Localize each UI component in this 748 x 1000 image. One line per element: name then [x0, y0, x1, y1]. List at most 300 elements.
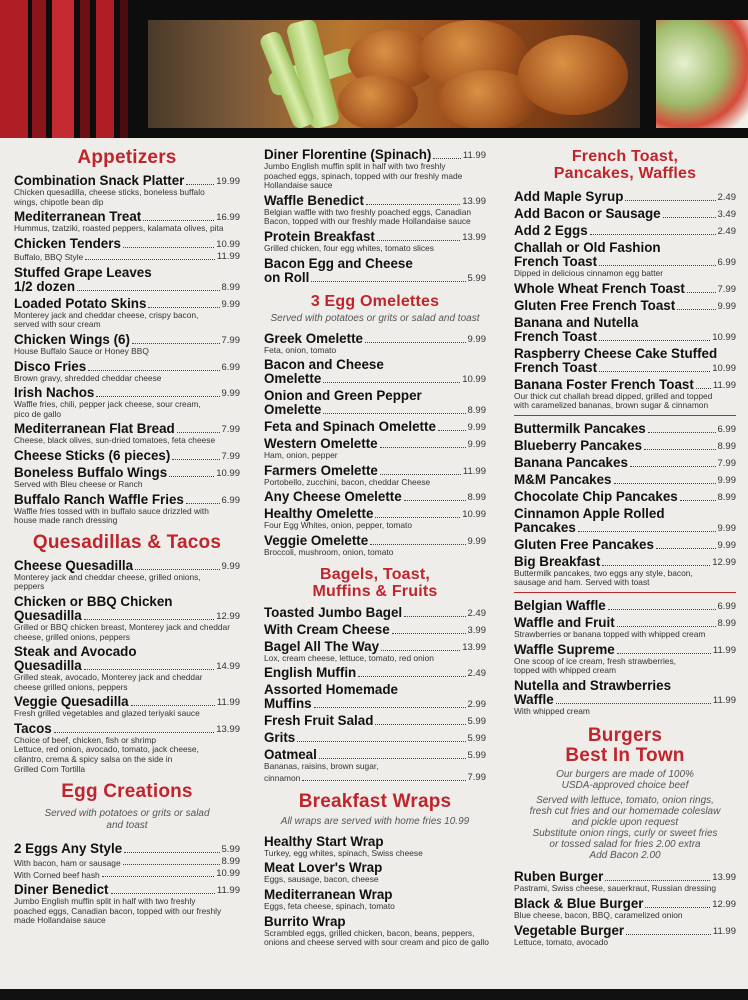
menu-item — [514, 679, 736, 717]
item-price: 8.99 — [221, 281, 240, 293]
item-row — [514, 422, 736, 436]
menu-item — [514, 599, 736, 613]
menu-item — [14, 210, 240, 234]
section-subtitle: Served with potatoes or grits or salad and toast — [270, 312, 480, 324]
item-price: 6.99 — [717, 257, 736, 268]
leader-dots — [648, 432, 716, 433]
item-row — [264, 915, 486, 929]
item-description: Buffalo, BBQ Style — [14, 252, 84, 263]
item-price: 9.99 — [717, 522, 736, 534]
item-description: Ham, onion, pepper — [264, 450, 338, 461]
menu-item — [514, 490, 736, 504]
item-price: 8.99 — [467, 405, 486, 417]
item-description: Jumbo English muffin split in half with two freshly — [264, 161, 446, 171]
leader-dots — [645, 907, 710, 908]
item-row — [14, 466, 240, 480]
burger-note: Add Bacon 2.00 — [589, 850, 661, 862]
section-divider — [514, 415, 736, 416]
item-row — [14, 333, 240, 347]
item-name: 1/2 dozen — [14, 278, 76, 294]
item-price: 12.99 — [216, 610, 240, 622]
menu-item — [14, 237, 240, 263]
item-description: With bacon, ham or sausage — [14, 857, 121, 868]
item-description: Strawberries or banana topped with whipped cream — [514, 628, 706, 639]
item-name: Mediterranean Wrap — [264, 886, 393, 902]
section-title-quesadillas: Quesadillas & Tacos — [32, 531, 222, 553]
item-price: 9.99 — [717, 539, 736, 551]
leader-dots — [172, 459, 219, 460]
section-title-egg-creations: Egg Creations — [61, 781, 193, 803]
item-name: Belgian Waffle — [514, 597, 606, 613]
leader-dots — [380, 474, 461, 475]
leader-dots — [85, 259, 215, 260]
item-name: Quesadilla — [14, 658, 82, 674]
menu-item — [14, 360, 240, 384]
item-name: Buffalo Ranch Waffle Fries — [14, 491, 184, 507]
item-price: 7.99 — [717, 283, 736, 295]
item-price: 13.99 — [462, 195, 486, 207]
item-name: Add Bacon or Sausage — [514, 206, 661, 221]
leader-dots — [687, 292, 716, 293]
item-row — [514, 330, 736, 344]
menu-column-right — [514, 138, 736, 950]
item-price: 2.49 — [467, 668, 486, 680]
item-price: 2.49 — [717, 226, 736, 237]
burger-note: or tossed salad for fries 2.00 extra — [549, 839, 701, 851]
item-description: Lettuce, red onion, avocado, tomato, jack cheese, — [14, 744, 199, 755]
item-name: Meat Lover's Wrap — [264, 860, 383, 876]
menu-item — [14, 883, 240, 926]
menu-item — [264, 257, 486, 285]
item-row — [514, 361, 736, 375]
item-name: French Toast — [514, 328, 598, 344]
item-row — [514, 538, 736, 552]
leader-dots — [608, 609, 716, 610]
menu-item — [264, 490, 486, 504]
item-price: 11.99 — [712, 644, 736, 656]
item-name: Irish Nachos — [14, 385, 95, 401]
leader-dots — [77, 290, 219, 291]
menu-item — [264, 835, 486, 859]
item-name: Healthy Start Wrap — [264, 833, 384, 849]
item-row — [264, 861, 486, 875]
item-name: Pancakes — [514, 519, 576, 535]
item-row — [514, 439, 736, 453]
menu-item — [514, 207, 736, 221]
item-row — [14, 659, 240, 673]
item-name: Boneless Buffalo Wings — [14, 464, 168, 480]
item-row — [264, 640, 486, 654]
item-price: 14.99 — [216, 661, 240, 673]
item-description: poached eggs, spinach, topped with our freshly made — [264, 170, 463, 181]
item-name: Diner Florentine (Spinach) — [264, 147, 432, 162]
item-row — [14, 842, 240, 856]
item-row — [264, 714, 486, 728]
item-name: Oatmeal — [264, 747, 317, 763]
item-row — [514, 897, 736, 911]
menu-item — [514, 316, 736, 344]
section-divider — [514, 592, 736, 593]
leader-dots — [366, 204, 460, 205]
menu-item — [14, 695, 240, 719]
item-name: Omelette — [264, 371, 322, 387]
leader-dots — [102, 876, 215, 877]
leader-dots — [111, 893, 215, 894]
item-row — [514, 456, 736, 470]
item-price: 5.99 — [467, 733, 486, 745]
item-description: Grilled steak, avocado, Monterey jack and cheddar — [14, 672, 203, 683]
item-row — [264, 666, 486, 680]
item-name: Chicken Wings (6) — [14, 331, 130, 347]
item-row — [514, 224, 736, 238]
item-description: cheese grilled onions, peppers — [14, 681, 128, 692]
menu-item — [514, 924, 736, 948]
burger-note: USDA-approved choice beef — [561, 780, 689, 792]
menu-item — [264, 389, 486, 417]
item-description: Feta, onion, tomato — [264, 344, 337, 355]
item-name: Feta and Spinach Omelette — [264, 419, 436, 435]
item-name: Mediterranean Treat — [14, 209, 142, 225]
item-description: Dipped in delicious cinnamon egg batter — [514, 268, 663, 278]
leader-dots — [84, 669, 214, 670]
item-row — [514, 473, 736, 487]
item-row — [514, 643, 736, 657]
item-name: Banana Foster French Toast — [514, 376, 694, 392]
menu-item — [514, 507, 736, 535]
item-row — [14, 297, 240, 311]
item-name: Waffle Supreme — [514, 641, 615, 657]
item-name: Greek Omelette — [264, 330, 363, 346]
leader-dots — [177, 432, 220, 433]
item-price: 11.99 — [216, 697, 240, 709]
item-name: Onion and Green Pepper — [264, 388, 422, 404]
item-row — [264, 697, 486, 711]
leader-dots — [392, 633, 466, 634]
item-description: Hummus, tzatziki, roasted peppers, kalamata olives, pita — [14, 223, 224, 234]
leader-dots — [677, 309, 715, 310]
menu-item — [264, 437, 486, 461]
item-name: Burrito Wrap — [264, 913, 346, 929]
menu-item — [264, 230, 486, 254]
leader-dots — [696, 388, 711, 389]
item-price: 8.99 — [717, 617, 736, 629]
leader-dots — [132, 343, 220, 344]
item-description: Broccoli, mushroom, onion, tomato — [264, 546, 394, 557]
item-row — [514, 555, 736, 569]
item-name: Disco Fries — [14, 358, 87, 374]
item-price: 10.99 — [462, 509, 486, 521]
item-description: House Buffalo Sauce or Honey BBQ — [14, 345, 149, 356]
item-description: Cheese, black olives, sun-dried tomatoes, feta cheese — [14, 435, 216, 446]
section-subtitle: All wraps are served with home fries 10.99 — [280, 815, 470, 827]
item-row — [14, 210, 240, 224]
menu-item — [264, 623, 486, 637]
item-name: Toasted Jumbo Bagel — [264, 604, 403, 620]
item-price: 13.99 — [462, 231, 486, 243]
item-description: onions and cheese served with sour cream and pico de gallo — [264, 937, 489, 948]
item-price: 10.99 — [216, 868, 240, 880]
item-row — [14, 493, 240, 507]
item-row — [514, 521, 736, 535]
item-name: Grits — [264, 730, 296, 746]
item-price: 9.99 — [467, 333, 486, 345]
leader-dots — [297, 741, 465, 742]
item-row — [14, 386, 240, 400]
item-name: Buttermilk Pancakes — [514, 420, 646, 436]
item-description: peppers — [14, 581, 45, 592]
item-description: served with sour cream — [14, 319, 101, 330]
menu-item — [264, 194, 486, 227]
item-description: Monterey jack and cheddar cheese, grilled onions, — [14, 571, 201, 582]
item-price: 7.99 — [221, 334, 240, 346]
menu-item — [264, 358, 486, 386]
leader-dots — [124, 852, 219, 853]
item-price: 2.99 — [467, 699, 486, 711]
item-desc-row — [264, 772, 486, 784]
item-description: Portobello, zucchini, bacon, cheddar Cheese — [264, 476, 431, 487]
item-price: 13.99 — [712, 872, 736, 884]
item-description: cinnamon — [264, 773, 301, 784]
item-name: Raspberry Cheese Cake Stuffed — [514, 345, 718, 361]
item-description: Grilled or BBQ chicken breast, Monterey jack and cheddar — [14, 621, 230, 632]
leader-dots — [605, 880, 710, 881]
menu-item — [514, 538, 736, 552]
item-price: 8.99 — [221, 856, 240, 868]
item-name: Western Omelette — [264, 436, 378, 452]
item-price: 7.99 — [221, 424, 240, 436]
item-description: Four Egg Whites, onion, pepper, tomato — [264, 520, 413, 531]
item-name: Black & Blue Burger — [514, 895, 644, 911]
leader-dots — [96, 396, 219, 397]
item-name: Protein Breakfast — [264, 228, 375, 244]
item-description: Belgian waffle with two freshly poached eggs, Canadian — [264, 206, 472, 217]
menu-item — [514, 473, 736, 487]
menu-item — [14, 266, 240, 294]
item-row — [14, 237, 240, 251]
item-price: 11.99 — [712, 379, 736, 391]
item-price: 11.99 — [462, 465, 486, 477]
menu-item — [14, 842, 240, 880]
leader-dots — [433, 158, 461, 159]
item-price: 10.99 — [712, 331, 736, 343]
section-title-french-toast-line: French Toast, — [571, 148, 679, 165]
leader-dots — [186, 184, 214, 185]
menu-column-middle — [264, 138, 489, 951]
item-name: Quesadilla — [14, 607, 82, 623]
item-name: Omelette — [264, 402, 322, 418]
section-title-bagels — [264, 566, 486, 600]
item-row — [264, 888, 486, 902]
item-price: 5.99 — [467, 716, 486, 728]
chicken-wings-photo — [148, 20, 640, 128]
menu-item — [514, 299, 736, 313]
item-price: 9.99 — [221, 298, 240, 310]
menu-item — [264, 332, 486, 356]
item-description: Lettuce, tomato, avocado — [514, 936, 609, 947]
section-title-omelettes: 3 Egg Omelettes — [310, 292, 440, 310]
item-row — [14, 280, 240, 294]
menu-item — [14, 645, 240, 692]
item-description: made Hollandaise sauce — [14, 915, 106, 926]
item-description: Grilled Corn Tortilla — [14, 763, 86, 774]
item-description: Chicken quesadilla, cheese sticks, boneless buffalo — [14, 187, 205, 197]
item-description: cheese, grilled onions, peppers — [14, 631, 130, 642]
leader-dots — [54, 732, 215, 733]
item-price: 19.99 — [216, 176, 240, 187]
leader-dots — [617, 626, 716, 627]
leader-dots — [323, 413, 465, 414]
item-price: 9.99 — [467, 535, 486, 547]
section-subtitle: and toast — [106, 820, 148, 832]
item-price: 8.99 — [717, 491, 736, 503]
leader-dots — [663, 217, 716, 218]
item-name: Cinnamon Apple Rolled — [514, 505, 665, 521]
item-price: 9.99 — [467, 422, 486, 434]
item-name: Ruben Burger — [514, 869, 604, 885]
leader-dots — [311, 281, 465, 282]
menu-column-left — [14, 138, 240, 929]
item-name: Big Breakfast — [514, 553, 601, 569]
item-row — [514, 207, 736, 221]
leader-dots — [84, 619, 214, 620]
item-price: 12.99 — [712, 556, 736, 568]
item-price: 3.49 — [717, 209, 736, 220]
item-name: With Cream Cheese — [264, 621, 390, 637]
item-price: 6.99 — [717, 600, 736, 612]
burger-note: fresh cut fries and our homemade coleslaw — [529, 806, 721, 818]
item-row — [264, 372, 486, 386]
leader-dots — [323, 382, 460, 383]
menu-item — [264, 606, 486, 620]
item-name: Bacon Egg and Cheese — [264, 255, 413, 271]
burger-note: and pickle upon request — [571, 817, 679, 829]
leader-dots — [88, 370, 219, 371]
item-description: Eggs, sausage, bacon, cheese — [264, 874, 379, 885]
menu-item — [514, 224, 736, 238]
menu-item — [14, 559, 240, 592]
leader-dots — [302, 780, 465, 781]
item-price: 8.99 — [717, 440, 736, 452]
menu-item — [264, 913, 489, 948]
item-name: Bagel All The Way — [264, 638, 380, 654]
section-title-french-toast-line: Pancakes, Waffles — [553, 165, 697, 182]
item-description: Scrambled eggs, grilled chicken, bacon, beans, peppers, — [264, 927, 475, 938]
item-price: 11.99 — [216, 250, 240, 262]
section-title-french-toast — [514, 148, 736, 182]
item-price: 11.99 — [216, 885, 240, 897]
item-name: Combination Snack Platter — [14, 173, 185, 188]
menu-item — [14, 466, 240, 490]
menu-item — [514, 422, 736, 436]
item-price: 6.99 — [221, 494, 240, 506]
item-name: Diner Benedict — [14, 882, 109, 898]
leader-dots — [625, 200, 715, 201]
leader-dots — [131, 705, 215, 706]
menu-item — [514, 897, 736, 921]
item-row — [264, 420, 486, 434]
item-name: Gluten Free French Toast — [514, 297, 676, 313]
item-name: on Roll — [264, 269, 310, 285]
item-price: 8.99 — [467, 492, 486, 504]
item-name: Waffle Benedict — [264, 192, 364, 208]
item-description: Choice of beef, chicken, fish or shrimp — [14, 734, 156, 745]
item-description: house made ranch dressing — [14, 515, 118, 526]
item-row — [14, 609, 240, 623]
leader-dots — [617, 653, 711, 654]
leader-dots — [143, 220, 214, 221]
item-price: 5.99 — [467, 272, 486, 284]
item-row — [264, 623, 486, 637]
leader-dots — [680, 500, 716, 501]
item-name: Steak and Avocado — [14, 644, 137, 660]
item-description: With whipped cream — [514, 705, 590, 716]
menu-item — [264, 683, 486, 711]
item-description: Bananas, raisins, brown sugar, — [264, 761, 379, 772]
item-name: Whole Wheat French Toast — [514, 280, 685, 296]
item-name: Nutella and Strawberries — [514, 677, 672, 693]
item-name: 2 Eggs Any Style — [14, 841, 123, 857]
item-name: Cheese Quesadilla — [14, 557, 134, 573]
item-name: Veggie Quesadilla — [14, 694, 129, 710]
menu-item — [14, 493, 240, 526]
leader-dots — [319, 758, 466, 759]
item-name: French Toast — [514, 359, 598, 375]
menu-item — [264, 861, 486, 885]
leader-dots — [590, 234, 716, 235]
leader-dots — [656, 548, 716, 549]
menu-item — [14, 297, 240, 330]
item-row — [264, 731, 486, 745]
menu-item — [264, 464, 486, 488]
menu-item — [14, 333, 240, 357]
menu-item — [264, 148, 486, 191]
item-name: Gluten Free Pancakes — [514, 536, 654, 552]
menu-item — [264, 420, 486, 434]
item-row — [14, 883, 240, 897]
menu-item — [14, 595, 240, 642]
item-description: Turkey, egg whites, spinach, Swiss cheese — [264, 847, 423, 858]
item-price: 7.99 — [467, 771, 486, 783]
menu-item — [514, 870, 736, 894]
item-name: Stuffed Grape Leaves — [14, 264, 152, 280]
leader-dots — [599, 371, 710, 372]
leader-dots — [630, 466, 716, 467]
item-description: Buttermilk pancakes, two eggs any style, bacon, — [514, 567, 693, 578]
leader-dots — [186, 503, 220, 504]
item-row — [264, 230, 486, 244]
menu-item — [514, 241, 736, 279]
item-row — [264, 835, 486, 849]
item-description: Grilled chicken, four egg whites, tomato slices — [264, 242, 434, 253]
item-row — [14, 174, 240, 188]
menu-item — [14, 722, 240, 774]
item-description: cilantro, crema & spicy salsa on the side in — [14, 754, 173, 765]
red-stripes-decoration — [0, 0, 160, 138]
item-row — [514, 616, 736, 630]
item-row — [264, 403, 486, 417]
item-description: Waffle fries tossed with in buffalo sauce drizzled with — [14, 505, 209, 516]
leader-dots — [370, 544, 465, 545]
item-description: with caramelized bananas, brown sugar & cinnamon — [514, 400, 709, 411]
section-title-appetizers: Appetizers — [77, 147, 177, 168]
section-title-burgers — [514, 726, 736, 766]
item-price: 5.99 — [467, 750, 486, 762]
item-name: Vegetable Burger — [514, 922, 625, 938]
menu-item — [264, 731, 486, 745]
item-name: Veggie Omelette — [264, 532, 369, 548]
leader-dots — [148, 307, 219, 308]
item-row — [264, 332, 486, 346]
